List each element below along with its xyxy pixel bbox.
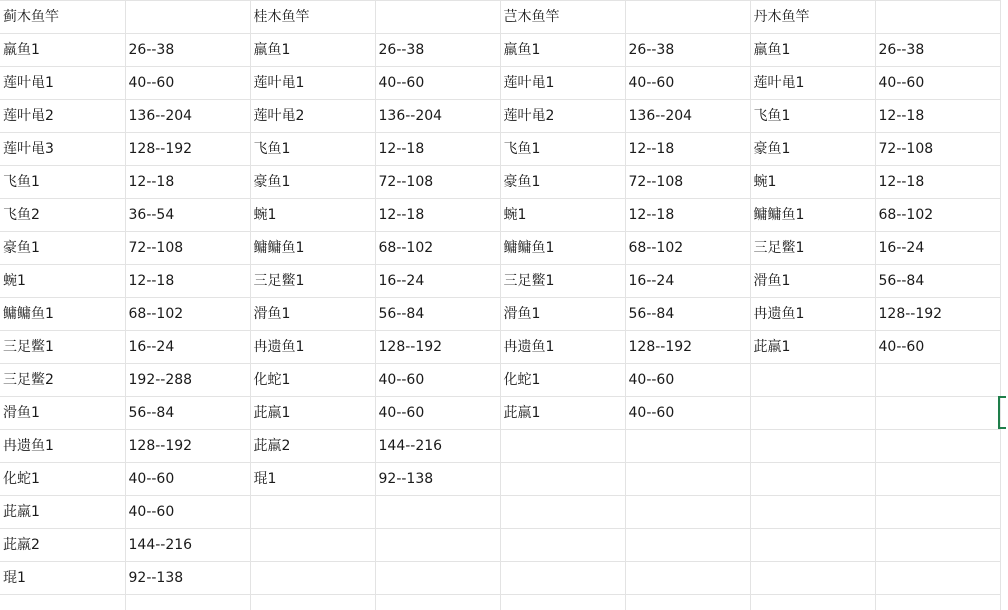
fish-range-cell[interactable]: 40--60 bbox=[375, 364, 500, 397]
empty-cell[interactable] bbox=[750, 430, 875, 463]
fish-range-cell[interactable]: 72--108 bbox=[625, 166, 750, 199]
fish-range-cell[interactable]: 92--138 bbox=[375, 463, 500, 496]
fish-range-cell[interactable]: 12--18 bbox=[875, 166, 1000, 199]
fish-name-cell[interactable]: 莲叶黾2 bbox=[500, 100, 625, 133]
fish-name-cell[interactable]: 鳙鳙鱼1 bbox=[250, 232, 375, 265]
fish-name-cell[interactable]: 冉遗鱼1 bbox=[250, 331, 375, 364]
fish-name-cell[interactable]: 飞鱼1 bbox=[0, 166, 125, 199]
fish-range-cell[interactable]: 40--60 bbox=[375, 67, 500, 100]
empty-cell[interactable] bbox=[750, 364, 875, 397]
empty-cell[interactable] bbox=[500, 430, 625, 463]
fish-name-cell[interactable]: 化蛇1 bbox=[250, 364, 375, 397]
fish-range-cell[interactable]: 40--60 bbox=[875, 67, 1000, 100]
empty-cell[interactable] bbox=[875, 496, 1000, 529]
fish-name-cell[interactable]: 滑鱼1 bbox=[750, 265, 875, 298]
empty-cell[interactable] bbox=[875, 595, 1000, 610]
fish-range-cell[interactable]: 72--108 bbox=[375, 166, 500, 199]
fish-name-cell[interactable]: 滑鱼1 bbox=[0, 397, 125, 430]
empty-cell[interactable] bbox=[625, 430, 750, 463]
empty-cell[interactable] bbox=[500, 529, 625, 562]
fish-range-cell[interactable]: 12--18 bbox=[125, 166, 250, 199]
fish-range-cell[interactable]: 26--38 bbox=[375, 34, 500, 67]
fish-name-cell[interactable]: 冉遗鱼1 bbox=[0, 430, 125, 463]
empty-cell[interactable] bbox=[750, 562, 875, 595]
empty-cell[interactable] bbox=[750, 397, 875, 430]
table-row bbox=[0, 496, 1000, 529]
table-row bbox=[0, 166, 1000, 199]
fish-range-cell[interactable]: 72--108 bbox=[875, 133, 1000, 166]
empty-cell[interactable] bbox=[625, 1, 750, 34]
fish-range-cell[interactable]: 40--60 bbox=[625, 397, 750, 430]
fish-name-cell[interactable]: 茈羸1 bbox=[500, 397, 625, 430]
fish-name-cell[interactable]: 化蛇1 bbox=[500, 364, 625, 397]
empty-cell[interactable] bbox=[500, 496, 625, 529]
fish-name-cell[interactable]: 豪鱼1 bbox=[250, 166, 375, 199]
empty-cell[interactable] bbox=[375, 529, 500, 562]
empty-cell[interactable] bbox=[625, 529, 750, 562]
fish-range-cell[interactable]: 26--38 bbox=[875, 34, 1000, 67]
fish-range-cell[interactable]: 128--192 bbox=[125, 133, 250, 166]
fish-name-cell[interactable]: 鳙鳙鱼1 bbox=[500, 232, 625, 265]
empty-cell[interactable] bbox=[500, 463, 625, 496]
empty-cell[interactable] bbox=[875, 430, 1000, 463]
fish-range-cell[interactable]: 144--216 bbox=[125, 529, 250, 562]
active-cell-indicator bbox=[998, 396, 1006, 429]
fish-name-cell[interactable]: 豪鱼1 bbox=[0, 232, 125, 265]
fish-range-cell[interactable]: 192--288 bbox=[125, 364, 250, 397]
fish-name-cell[interactable]: 茈羸1 bbox=[750, 331, 875, 364]
fish-range-cell[interactable]: 40--60 bbox=[625, 364, 750, 397]
fish-name-cell[interactable]: 琨1 bbox=[0, 562, 125, 595]
fish-range-cell[interactable]: 72--108 bbox=[125, 232, 250, 265]
empty-cell[interactable] bbox=[875, 562, 1000, 595]
fish-range-cell[interactable]: 128--192 bbox=[375, 331, 500, 364]
column-header-cell[interactable]: 芑木鱼竿 bbox=[500, 1, 625, 34]
fish-range-cell[interactable]: 16--24 bbox=[625, 265, 750, 298]
fish-range-cell[interactable]: 40--60 bbox=[625, 67, 750, 100]
fish-range-cell[interactable]: 144--216 bbox=[375, 430, 500, 463]
empty-cell[interactable] bbox=[625, 562, 750, 595]
empty-cell[interactable] bbox=[750, 496, 875, 529]
fish-range-cell[interactable]: 12--18 bbox=[375, 199, 500, 232]
column-header-cell[interactable]: 丹木鱼竿 bbox=[750, 1, 875, 34]
fish-range-cell[interactable]: 56--84 bbox=[625, 298, 750, 331]
table-row bbox=[0, 1, 1000, 34]
column-header-cell[interactable]: 桂木鱼竿 bbox=[250, 1, 375, 34]
fish-range-cell[interactable]: 92--138 bbox=[125, 562, 250, 595]
fish-name-cell[interactable]: 琨1 bbox=[250, 463, 375, 496]
fish-name-cell[interactable]: 莲叶黾2 bbox=[0, 100, 125, 133]
fish-range-cell[interactable]: 136--204 bbox=[125, 100, 250, 133]
fish-name-cell[interactable]: 三足鳖1 bbox=[750, 232, 875, 265]
fish-name-cell[interactable]: 莲叶黾3 bbox=[0, 133, 125, 166]
fish-range-cell[interactable]: 12--18 bbox=[625, 133, 750, 166]
empty-cell[interactable] bbox=[375, 595, 500, 610]
empty-cell[interactable] bbox=[500, 562, 625, 595]
fish-name-cell[interactable]: 滑鱼1 bbox=[500, 298, 625, 331]
fish-name-cell[interactable]: 蜿1 bbox=[250, 199, 375, 232]
table-row bbox=[0, 595, 1000, 610]
fish-name-cell[interactable]: 三足鳖1 bbox=[250, 265, 375, 298]
empty-cell[interactable] bbox=[875, 397, 1000, 430]
table-row bbox=[0, 430, 1000, 463]
fish-name-cell[interactable]: 飞鱼2 bbox=[0, 199, 125, 232]
table-row bbox=[0, 100, 1000, 133]
fish-name-cell[interactable]: 羸鱼1 bbox=[250, 34, 375, 67]
fish-name-cell[interactable]: 冉遗鱼1 bbox=[500, 331, 625, 364]
column-header-cell[interactable]: 蓟木鱼竿 bbox=[0, 1, 125, 34]
table-row bbox=[0, 463, 1000, 496]
fish-range-cell[interactable]: 26--38 bbox=[625, 34, 750, 67]
fish-name-cell[interactable]: 莲叶黾1 bbox=[250, 67, 375, 100]
empty-cell[interactable] bbox=[250, 562, 375, 595]
fish-name-cell[interactable]: 茈羸2 bbox=[250, 430, 375, 463]
fish-name-cell[interactable]: 豪鱼1 bbox=[750, 133, 875, 166]
fish-name-cell[interactable]: 飞鱼1 bbox=[250, 133, 375, 166]
empty-cell[interactable] bbox=[750, 529, 875, 562]
fish-name-cell[interactable]: 茈羸1 bbox=[250, 397, 375, 430]
fish-name-cell[interactable]: 茈羸2 bbox=[0, 529, 125, 562]
empty-cell[interactable] bbox=[0, 595, 125, 610]
fish-range-cell[interactable]: 136--204 bbox=[375, 100, 500, 133]
fish-range-cell[interactable]: 56--84 bbox=[875, 265, 1000, 298]
spreadsheet-body bbox=[0, 1, 1000, 610]
fish-name-cell[interactable]: 莲叶黾2 bbox=[250, 100, 375, 133]
fish-range-cell[interactable]: 68--102 bbox=[625, 232, 750, 265]
empty-cell[interactable] bbox=[250, 595, 375, 610]
fish-name-cell[interactable]: 化蛇1 bbox=[0, 463, 125, 496]
empty-cell[interactable] bbox=[625, 496, 750, 529]
table-row bbox=[0, 298, 1000, 331]
fish-range-cell[interactable]: 68--102 bbox=[375, 232, 500, 265]
fish-name-cell[interactable]: 茈羸1 bbox=[0, 496, 125, 529]
table-row bbox=[0, 397, 1000, 430]
fish-name-cell[interactable]: 莲叶黾1 bbox=[500, 67, 625, 100]
table-row bbox=[0, 265, 1000, 298]
table-row bbox=[0, 364, 1000, 397]
empty-cell[interactable] bbox=[250, 496, 375, 529]
empty-cell[interactable] bbox=[125, 1, 250, 34]
empty-cell[interactable] bbox=[875, 364, 1000, 397]
fish-range-cell[interactable]: 56--84 bbox=[125, 397, 250, 430]
fish-range-cell[interactable]: 12--18 bbox=[375, 133, 500, 166]
fish-range-cell[interactable]: 40--60 bbox=[125, 496, 250, 529]
empty-cell[interactable] bbox=[750, 463, 875, 496]
table-row bbox=[0, 562, 1000, 595]
fish-name-cell[interactable]: 飞鱼1 bbox=[750, 100, 875, 133]
fish-name-cell[interactable]: 羸鱼1 bbox=[500, 34, 625, 67]
fish-range-cell[interactable]: 40--60 bbox=[125, 67, 250, 100]
fish-name-cell[interactable]: 蜿1 bbox=[0, 265, 125, 298]
table-row bbox=[0, 67, 1000, 100]
empty-cell[interactable] bbox=[250, 529, 375, 562]
empty-cell[interactable] bbox=[500, 595, 625, 610]
fish-name-cell[interactable]: 冉遗鱼1 bbox=[750, 298, 875, 331]
fish-name-cell[interactable]: 羸鱼1 bbox=[0, 34, 125, 67]
fish-range-cell[interactable]: 16--24 bbox=[875, 232, 1000, 265]
fish-range-cell[interactable]: 40--60 bbox=[875, 331, 1000, 364]
fish-range-cell[interactable]: 12--18 bbox=[625, 199, 750, 232]
empty-cell[interactable] bbox=[375, 496, 500, 529]
fish-name-cell[interactable]: 豪鱼1 bbox=[500, 166, 625, 199]
fish-range-cell[interactable]: 16--24 bbox=[375, 265, 500, 298]
fish-name-cell[interactable]: 滑鱼1 bbox=[250, 298, 375, 331]
table-row bbox=[0, 34, 1000, 67]
empty-cell[interactable] bbox=[375, 562, 500, 595]
table-row bbox=[0, 199, 1000, 232]
fish-range-cell[interactable]: 12--18 bbox=[875, 100, 1000, 133]
fish-name-cell[interactable]: 蜿1 bbox=[750, 166, 875, 199]
table-row bbox=[0, 133, 1000, 166]
table-row bbox=[0, 232, 1000, 265]
fish-range-cell[interactable]: 36--54 bbox=[125, 199, 250, 232]
table-row bbox=[0, 331, 1000, 364]
fish-name-cell[interactable]: 鳙鳙鱼1 bbox=[750, 199, 875, 232]
empty-cell[interactable] bbox=[750, 595, 875, 610]
empty-cell[interactable] bbox=[625, 463, 750, 496]
fish-range-cell[interactable]: 40--60 bbox=[375, 397, 500, 430]
fish-name-cell[interactable]: 飞鱼1 bbox=[500, 133, 625, 166]
fish-range-cell[interactable]: 68--102 bbox=[875, 199, 1000, 232]
fish-name-cell[interactable]: 三足鳖2 bbox=[0, 364, 125, 397]
empty-cell[interactable] bbox=[375, 1, 500, 34]
fish-range-cell[interactable]: 16--24 bbox=[125, 331, 250, 364]
fish-range-cell[interactable]: 26--38 bbox=[125, 34, 250, 67]
fish-name-cell[interactable]: 鳙鳙鱼1 bbox=[0, 298, 125, 331]
fish-name-cell[interactable]: 羸鱼1 bbox=[750, 34, 875, 67]
empty-cell[interactable] bbox=[875, 463, 1000, 496]
fish-name-cell[interactable]: 莲叶黾1 bbox=[0, 67, 125, 100]
table-row bbox=[0, 529, 1000, 562]
fish-range-cell[interactable]: 56--84 bbox=[375, 298, 500, 331]
fish-name-cell[interactable]: 蜿1 bbox=[500, 199, 625, 232]
fish-name-cell[interactable]: 三足鳖1 bbox=[0, 331, 125, 364]
empty-cell[interactable] bbox=[125, 595, 250, 610]
fish-range-cell[interactable]: 128--192 bbox=[875, 298, 1000, 331]
fish-range-cell[interactable]: 136--204 bbox=[625, 100, 750, 133]
empty-cell[interactable] bbox=[625, 595, 750, 610]
fish-name-cell[interactable]: 莲叶黾1 bbox=[750, 67, 875, 100]
empty-cell[interactable] bbox=[875, 529, 1000, 562]
fish-range-cell[interactable]: 40--60 bbox=[125, 463, 250, 496]
empty-cell[interactable] bbox=[875, 1, 1000, 34]
fish-name-cell[interactable]: 三足鳖1 bbox=[500, 265, 625, 298]
fish-range-cell[interactable]: 128--192 bbox=[125, 430, 250, 463]
fish-range-cell[interactable]: 12--18 bbox=[125, 265, 250, 298]
fish-range-cell[interactable]: 128--192 bbox=[625, 331, 750, 364]
fish-range-cell[interactable]: 68--102 bbox=[125, 298, 250, 331]
